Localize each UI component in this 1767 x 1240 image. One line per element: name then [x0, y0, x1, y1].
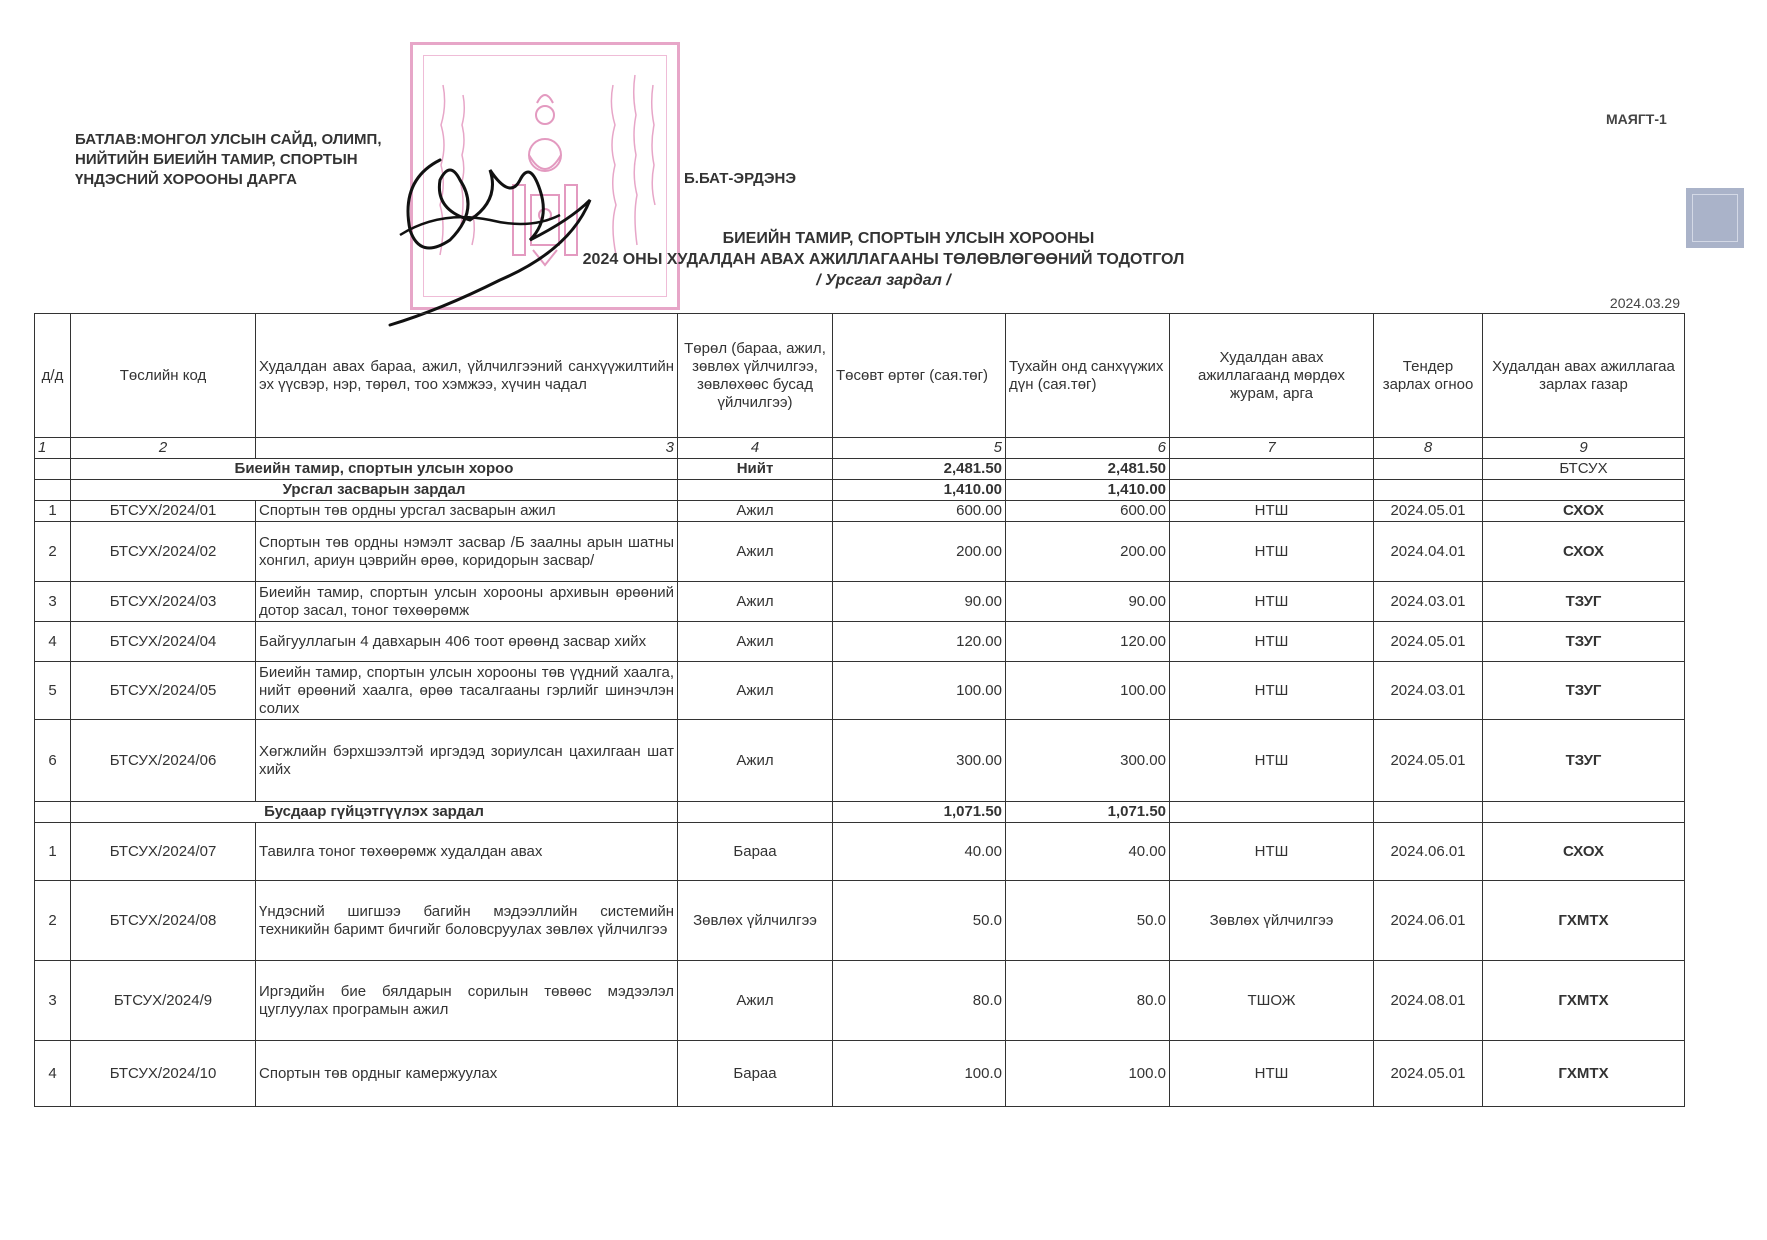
row-number: 2 [35, 522, 71, 582]
funding-value: 600.00 [1006, 501, 1170, 522]
budget-value: 90.00 [833, 582, 1006, 622]
col-header-code: Төслийн код [71, 314, 256, 438]
total-funding: 2,481.50 [1006, 459, 1170, 480]
procurement-method: НТШ [1170, 823, 1374, 881]
title-line-3: / Урсгал зардал / [816, 272, 951, 289]
section-row [35, 480, 1685, 501]
procurement-method: НТШ [1170, 582, 1374, 622]
tender-date: 2024.06.01 [1374, 823, 1483, 881]
section-empty [1170, 480, 1374, 501]
tender-date: 2024.05.01 [1374, 622, 1483, 662]
procurement-method: НТШ [1170, 622, 1374, 662]
row-number: 6 [35, 720, 71, 802]
item-description: Тавилга тоног төхөөрөмж худалдан авах [256, 823, 678, 881]
section-empty [1483, 480, 1685, 501]
table-row [35, 622, 1685, 662]
project-code: БТСУХ/2024/01 [71, 501, 256, 522]
title-line-1: БИЕИЙН ТАМИР, СПОРТЫН УЛСЫН ХОРООНЫ [722, 230, 1095, 247]
item-description: Спортын төв ордныг камержуулах [256, 1041, 678, 1107]
table-row [35, 961, 1685, 1041]
procurement-place: ГХМТХ [1483, 1041, 1685, 1107]
budget-value: 50.0 [833, 881, 1006, 961]
col-header-place: Худалдан авах ажиллагаа зарлах газар [1483, 314, 1685, 438]
row-number: 1 [35, 501, 71, 522]
project-code: БТСУХ/2024/07 [71, 823, 256, 881]
project-code: БТСУХ/2024/06 [71, 720, 256, 802]
total-budget: 2,481.50 [833, 459, 1006, 480]
tender-date: 2024.05.01 [1374, 501, 1483, 522]
appendix-label: МАЯГТ-1 [1606, 111, 1667, 127]
row-number: 1 [35, 823, 71, 881]
column-number: 2 [71, 438, 256, 459]
section-budget: 1,071.50 [833, 802, 1006, 823]
table-row [35, 582, 1685, 622]
column-number: 4 [678, 438, 833, 459]
project-code: БТСУХ/2024/04 [71, 622, 256, 662]
col-header-no: д/д [35, 314, 71, 438]
item-description: Биеийн тамир, спортын улсын хорооны архивын өрөөний дотор засал, тоног төхөөрөмж [256, 582, 678, 622]
project-code: БТСУХ/2024/02 [71, 522, 256, 582]
procurement-plan-table [34, 313, 1685, 1107]
procurement-type: Зөвлөх үйлчилгээ [678, 881, 833, 961]
project-code: БТСУХ/2024/08 [71, 881, 256, 961]
procurement-method: НТШ [1170, 662, 1374, 720]
funding-value: 100.0 [1006, 1041, 1170, 1107]
procurement-type: Бараа [678, 1041, 833, 1107]
tender-date: 2024.06.01 [1374, 881, 1483, 961]
budget-value: 200.00 [833, 522, 1006, 582]
section-name: Бусдаар гүйцэтгүүлэх зардал [71, 802, 678, 823]
section-funding: 1,410.00 [1006, 480, 1170, 501]
procurement-method: НТШ [1170, 720, 1374, 802]
table-header-row [35, 314, 1685, 438]
row-number: 4 [35, 1041, 71, 1107]
tender-date: 2024.03.01 [1374, 662, 1483, 720]
procurement-type: Ажил [678, 582, 833, 622]
procurement-type: Ажил [678, 501, 833, 522]
tender-date: 2024.03.01 [1374, 582, 1483, 622]
procurement-method: НТШ [1170, 522, 1374, 582]
section-empty [1170, 802, 1374, 823]
item-description: Биеийн тамир, спортын улсын хорооны төв үүдний хаалга, нийт өрөөний хаалга, өрөө тасалгааны гэрлийг шинэчлэн солих [256, 662, 678, 720]
funding-value: 200.00 [1006, 522, 1170, 582]
item-description: Үндэсний шигшээ багийн мэдээллийн системийн техникийн баримт бичгийг боловсруулах зөвлөх үйлчилгээ [256, 881, 678, 961]
column-number-row [35, 438, 1685, 459]
col-header-method: Худалдан авах ажиллагаанд мөрдөх журам, арга [1170, 314, 1374, 438]
col-header-funding: Тухайн онд санхүүжих дүн (сая.төг) [1006, 314, 1170, 438]
item-description: Иргэдийн бие бялдарын сорилын төвөөс мэдээлэл цуглуулах програмын ажил [256, 961, 678, 1041]
procurement-method: ТШОЖ [1170, 961, 1374, 1041]
budget-value: 300.00 [833, 720, 1006, 802]
table-row [35, 662, 1685, 720]
signer-name: Б.БАТ-ЭРДЭНЭ [684, 170, 796, 187]
item-description: Хөгжлийн бэрхшээлтэй иргэдэд зориулсан цахилгаан шат хийх [256, 720, 678, 802]
funding-value: 100.00 [1006, 662, 1170, 720]
tender-date: 2024.04.01 [1374, 522, 1483, 582]
row-number: 5 [35, 662, 71, 720]
approval-line-2: НИЙТИЙН БИЕИЙН ТАМИР, СПОРТЫН [75, 151, 358, 168]
row-number: 3 [35, 582, 71, 622]
column-number: 5 [833, 438, 1006, 459]
row-number: 4 [35, 622, 71, 662]
project-code: БТСУХ/2024/10 [71, 1041, 256, 1107]
procurement-place: СХОХ [1483, 823, 1685, 881]
item-description: Спортын төв ордны нэмэлт засвар /Б заалны арын шатны хонгил, ариун цэврийн өрөө, коридорын засвар/ [256, 522, 678, 582]
section-empty [1483, 802, 1685, 823]
section-row [35, 802, 1685, 823]
section-budget: 1,410.00 [833, 480, 1006, 501]
column-number: 1 [35, 438, 71, 459]
col-header-type: Төрөл (бараа, ажил, зөвлөх үйлчилгээ, зөвлөхөөс бусад үйлчилгээ) [678, 314, 833, 438]
column-number: 3 [256, 438, 678, 459]
title-line-2: 2024 ОНЫ ХУДАЛДАН АВАХ АЖИЛЛАГААНЫ ТӨЛӨВЛӨГӨӨНИЙ ТОДОТГОЛ [582, 251, 1185, 268]
section-empty [1374, 802, 1483, 823]
procurement-type: Бараа [678, 823, 833, 881]
table-row [35, 720, 1685, 802]
col-header-budget: Төсөвт өртөг (сая.төг) [833, 314, 1006, 438]
approval-line-1: БАТЛАВ:МОНГОЛ УЛСЫН САЙД, ОЛИМП, [75, 131, 382, 148]
budget-value: 40.00 [833, 823, 1006, 881]
document-date: 2024.03.29 [1609, 295, 1680, 311]
procurement-type: Ажил [678, 522, 833, 582]
total-row [35, 459, 1685, 480]
procurement-place: ТЗУГ [1483, 582, 1685, 622]
budget-value: 100.0 [833, 1041, 1006, 1107]
procurement-method: НТШ [1170, 1041, 1374, 1107]
budget-value: 120.00 [833, 622, 1006, 662]
funding-value: 300.00 [1006, 720, 1170, 802]
item-description: Байгууллагын 4 давхарын 406 тоот өрөөнд засвар хийх [256, 622, 678, 662]
section-empty [1374, 480, 1483, 501]
tender-date: 2024.08.01 [1374, 961, 1483, 1041]
approval-line-3: ҮНДЭСНИЙ ХОРООНЫ ДАРГА [75, 171, 297, 188]
procurement-place: ТЗУГ [1483, 622, 1685, 662]
row-number: 2 [35, 881, 71, 961]
total-empty [1374, 459, 1483, 480]
procurement-type: Ажил [678, 622, 833, 662]
procurement-place: СХОХ [1483, 501, 1685, 522]
total-place: БТСУХ [1483, 459, 1685, 480]
section-empty [35, 802, 71, 823]
column-number: 6 [1006, 438, 1170, 459]
section-empty [678, 802, 833, 823]
procurement-place: ТЗУГ [1483, 662, 1685, 720]
section-empty [678, 480, 833, 501]
total-name: Биеийн тамир, спортын улсын хороо [71, 459, 678, 480]
funding-value: 40.00 [1006, 823, 1170, 881]
budget-value: 600.00 [833, 501, 1006, 522]
col-header-description: Худалдан авах бараа, ажил, үйлчилгээний санхүүжилтийн эх үүсвэр, нэр, төрөл, тоо хэмжээ, хүчин чадал [256, 314, 678, 438]
procurement-type: Ажил [678, 720, 833, 802]
funding-value: 50.0 [1006, 881, 1170, 961]
section-name: Урсгал засварын зардал [71, 480, 678, 501]
total-empty [1170, 459, 1374, 480]
procurement-type: Ажил [678, 961, 833, 1041]
table-row [35, 501, 1685, 522]
approval-block [75, 130, 382, 190]
procurement-place: ГХМТХ [1483, 881, 1685, 961]
item-description: Спортын төв ордны урсгал засварын ажил [256, 501, 678, 522]
tender-date: 2024.05.01 [1374, 1041, 1483, 1107]
procurement-place: ТЗУГ [1483, 720, 1685, 802]
funding-value: 90.00 [1006, 582, 1170, 622]
col-header-tender-date: Тендер зарлах огноо [1374, 314, 1483, 438]
procurement-method: НТШ [1170, 501, 1374, 522]
column-number: 8 [1374, 438, 1483, 459]
project-code: БТСУХ/2024/05 [71, 662, 256, 720]
section-empty [35, 480, 71, 501]
procurement-type: Ажил [678, 662, 833, 720]
funding-value: 120.00 [1006, 622, 1170, 662]
table-row [35, 881, 1685, 961]
project-code: БТСУХ/2024/9 [71, 961, 256, 1041]
table-row [35, 522, 1685, 582]
project-code: БТСУХ/2024/03 [71, 582, 256, 622]
total-empty [35, 459, 71, 480]
table-row [35, 823, 1685, 881]
table-row [35, 1041, 1685, 1107]
budget-value: 100.00 [833, 662, 1006, 720]
column-number: 7 [1170, 438, 1374, 459]
procurement-method: Зөвлөх үйлчилгээ [1170, 881, 1374, 961]
funding-value: 80.0 [1006, 961, 1170, 1041]
section-funding: 1,071.50 [1006, 802, 1170, 823]
total-type: Нийт [678, 459, 833, 480]
row-number: 3 [35, 961, 71, 1041]
procurement-place: СХОХ [1483, 522, 1685, 582]
procurement-place: ГХМТХ [1483, 961, 1685, 1041]
budget-value: 80.0 [833, 961, 1006, 1041]
tender-date: 2024.05.01 [1374, 720, 1483, 802]
column-number: 9 [1483, 438, 1685, 459]
